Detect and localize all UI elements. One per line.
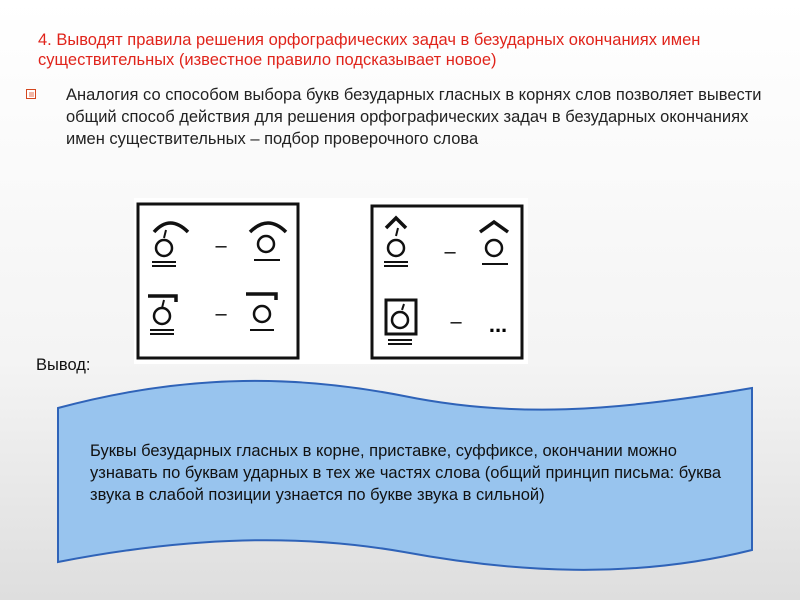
- root-scheme-box: [138, 204, 298, 358]
- right-ellipsis: ...: [488, 312, 508, 337]
- conclusion-label: Вывод:: [36, 356, 91, 374]
- ending-scheme-box: [372, 206, 522, 358]
- left-dash-2: –: [215, 303, 227, 325]
- right-dash-2: –: [450, 311, 462, 333]
- right-dash-1: –: [444, 241, 456, 263]
- conclusion-banner: [52, 374, 758, 574]
- square-bullet-icon: [26, 89, 36, 99]
- bullet-item: [26, 84, 786, 150]
- morpheme-schemes: [134, 198, 528, 364]
- conclusion-text: Буквы безударных гласных в корне, приставке, суффиксе, окончании можно узнавать по буквам ударных в тех же частях слова (общий принцип письма: буква звука в слабой позиции узнается по букве звука в сильной): [90, 442, 722, 504]
- bullet-text: Аналогия со способом выбора букв безударных гласных в корнях слов позволяет вывести общий способ действия для решения орфографических задач в безударных окончаниях имен существительных – подбор проверочного слова: [66, 86, 762, 148]
- morpheme-schemes-drawing: [134, 198, 528, 364]
- rule-heading: 4. Выводят правила решения орфографических задач в безударных окончаниях имен существительных (известное правило подсказывает новое): [38, 31, 701, 69]
- left-dash-1: –: [215, 235, 227, 257]
